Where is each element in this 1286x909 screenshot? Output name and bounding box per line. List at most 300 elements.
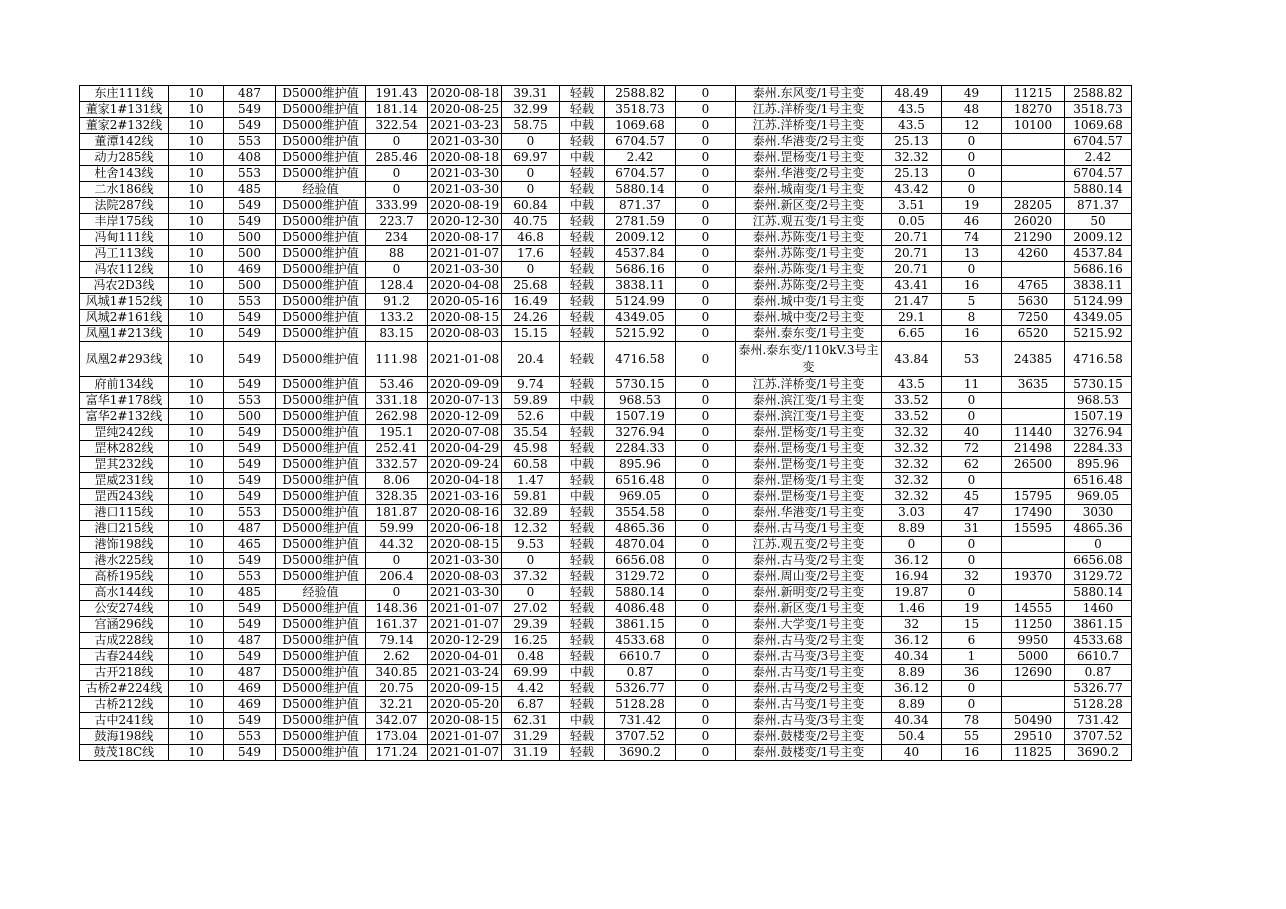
cell-max-current: 181.14 <box>366 102 428 118</box>
cell-load-rate: 32.89 <box>502 505 560 521</box>
cell-voltage: 10 <box>169 278 224 294</box>
cell-capacity <box>1002 553 1065 569</box>
cell-capacity: 19370 <box>1002 569 1065 585</box>
cell-user-count: 0 <box>942 473 1002 489</box>
table-body <box>80 86 1132 761</box>
cell-line-name: 高桥195线 <box>80 569 169 585</box>
cell-rated-current: 549 <box>224 198 276 214</box>
cell-source-type: D5000维护值 <box>276 198 366 214</box>
cell-load-rate: 4.42 <box>502 681 560 697</box>
cell-available-capacity: 5880.14 <box>1065 585 1132 601</box>
cell-voltage: 10 <box>169 377 224 393</box>
cell-available-capacity: 5215.92 <box>1065 326 1132 342</box>
cell-load-status: 轻载 <box>560 537 605 553</box>
table-row <box>80 310 1132 326</box>
cell-max-current: 8.06 <box>366 473 428 489</box>
cell-capacity: 14555 <box>1002 601 1065 617</box>
cell-source-type: D5000维护值 <box>276 441 366 457</box>
cell-voltage: 10 <box>169 102 224 118</box>
cell-available-capacity: 731.42 <box>1065 713 1132 729</box>
cell-line-name: 富华2#132线 <box>80 409 169 425</box>
cell-voltage: 10 <box>169 617 224 633</box>
cell-source-type: D5000维护值 <box>276 713 366 729</box>
cell-transformer-load: 32.32 <box>882 425 942 441</box>
cell-spare-capacity: 6704.57 <box>605 166 676 182</box>
cell-load-rate: 9.74 <box>502 377 560 393</box>
cell-rated-current: 487 <box>224 521 276 537</box>
cell-substation: 泰州.苏陈变/1号主变 <box>736 230 882 246</box>
cell-transformer-load: 32.32 <box>882 150 942 166</box>
cell-load-rate: 20.4 <box>502 342 560 377</box>
cell-capacity <box>1002 537 1065 553</box>
cell-line-name: 罡西243线 <box>80 489 169 505</box>
table-row <box>80 230 1132 246</box>
cell-peak-date: 2021-03-24 <box>428 665 502 681</box>
cell-substation: 泰州.新区变/1号主变 <box>736 601 882 617</box>
cell-col-zero: 0 <box>676 473 736 489</box>
cell-load-rate: 27.02 <box>502 601 560 617</box>
cell-voltage: 10 <box>169 569 224 585</box>
cell-substation: 江苏.洋桥变/1号主变 <box>736 102 882 118</box>
cell-transformer-load: 8.89 <box>882 665 942 681</box>
cell-substation: 泰州.城中变/2号主变 <box>736 310 882 326</box>
cell-voltage: 10 <box>169 134 224 150</box>
cell-spare-capacity: 4865.36 <box>605 521 676 537</box>
cell-col-zero: 0 <box>676 214 736 230</box>
cell-load-status: 中载 <box>560 393 605 409</box>
cell-source-type: D5000维护值 <box>276 633 366 649</box>
cell-max-current: 262.98 <box>366 409 428 425</box>
cell-available-capacity: 3861.15 <box>1065 617 1132 633</box>
cell-col-zero: 0 <box>676 697 736 713</box>
cell-line-name: 罡林282线 <box>80 441 169 457</box>
cell-peak-date: 2020-08-15 <box>428 537 502 553</box>
cell-available-capacity: 3276.94 <box>1065 425 1132 441</box>
cell-rated-current: 465 <box>224 537 276 553</box>
cell-capacity: 28205 <box>1002 198 1065 214</box>
cell-load-status: 中载 <box>560 489 605 505</box>
cell-rated-current: 549 <box>224 310 276 326</box>
cell-transformer-load: 33.52 <box>882 393 942 409</box>
cell-substation: 泰州.苏陈变/1号主变 <box>736 262 882 278</box>
cell-voltage: 10 <box>169 585 224 601</box>
cell-spare-capacity: 731.42 <box>605 713 676 729</box>
cell-user-count: 0 <box>942 166 1002 182</box>
cell-line-name: 古中241线 <box>80 713 169 729</box>
cell-source-type: D5000维护值 <box>276 102 366 118</box>
cell-max-current: 20.75 <box>366 681 428 697</box>
cell-load-rate: 9.53 <box>502 537 560 553</box>
cell-transformer-load: 43.5 <box>882 377 942 393</box>
cell-available-capacity: 3129.72 <box>1065 569 1132 585</box>
cell-line-name: 凤凰2#293线 <box>80 342 169 377</box>
cell-col-zero: 0 <box>676 745 736 761</box>
cell-line-name: 古桥212线 <box>80 697 169 713</box>
cell-col-zero: 0 <box>676 342 736 377</box>
cell-user-count: 1 <box>942 649 1002 665</box>
cell-transformer-load: 20.71 <box>882 262 942 278</box>
table-row <box>80 377 1132 393</box>
cell-source-type: D5000维护值 <box>276 537 366 553</box>
cell-max-current: 285.46 <box>366 150 428 166</box>
cell-load-rate: 60.84 <box>502 198 560 214</box>
cell-col-zero: 0 <box>676 649 736 665</box>
cell-max-current: 0 <box>366 585 428 601</box>
cell-user-count: 0 <box>942 537 1002 553</box>
cell-col-zero: 0 <box>676 633 736 649</box>
cell-voltage: 10 <box>169 118 224 134</box>
cell-spare-capacity: 3518.73 <box>605 102 676 118</box>
cell-load-rate: 37.32 <box>502 569 560 585</box>
cell-source-type: D5000维护值 <box>276 262 366 278</box>
cell-user-count: 53 <box>942 342 1002 377</box>
cell-transformer-load: 0.05 <box>882 214 942 230</box>
cell-load-status: 轻载 <box>560 326 605 342</box>
cell-peak-date: 2020-08-03 <box>428 326 502 342</box>
cell-transformer-load: 20.71 <box>882 230 942 246</box>
cell-voltage: 10 <box>169 633 224 649</box>
cell-rated-current: 549 <box>224 118 276 134</box>
cell-transformer-load: 40.34 <box>882 713 942 729</box>
cell-rated-current: 487 <box>224 86 276 102</box>
cell-capacity: 24385 <box>1002 342 1065 377</box>
cell-source-type: D5000维护值 <box>276 521 366 537</box>
cell-line-name: 富华1#178线 <box>80 393 169 409</box>
cell-rated-current: 553 <box>224 134 276 150</box>
cell-max-current: 53.46 <box>366 377 428 393</box>
cell-available-capacity: 895.96 <box>1065 457 1132 473</box>
cell-capacity: 21290 <box>1002 230 1065 246</box>
cell-substation: 泰州.罡杨变/1号主变 <box>736 425 882 441</box>
cell-col-zero: 0 <box>676 262 736 278</box>
cell-capacity: 21498 <box>1002 441 1065 457</box>
cell-line-name: 董家2#132线 <box>80 118 169 134</box>
cell-transformer-load: 21.47 <box>882 294 942 310</box>
cell-transformer-load: 25.13 <box>882 134 942 150</box>
cell-peak-date: 2021-01-07 <box>428 601 502 617</box>
cell-rated-current: 487 <box>224 633 276 649</box>
cell-transformer-load: 43.41 <box>882 278 942 294</box>
cell-substation: 泰州.古马变/1号主变 <box>736 665 882 681</box>
cell-substation: 泰州.泰东变/1号主变 <box>736 326 882 342</box>
cell-transformer-load: 43.5 <box>882 102 942 118</box>
cell-available-capacity: 3838.11 <box>1065 278 1132 294</box>
cell-rated-current: 485 <box>224 585 276 601</box>
cell-line-name: 杜舍143线 <box>80 166 169 182</box>
cell-load-rate: 1.47 <box>502 473 560 489</box>
cell-source-type: D5000维护值 <box>276 729 366 745</box>
cell-load-rate: 16.25 <box>502 633 560 649</box>
cell-load-status: 轻载 <box>560 745 605 761</box>
cell-user-count: 36 <box>942 665 1002 681</box>
cell-available-capacity: 2.42 <box>1065 150 1132 166</box>
cell-source-type: 经验值 <box>276 585 366 601</box>
cell-source-type: D5000维护值 <box>276 86 366 102</box>
cell-load-status: 轻载 <box>560 182 605 198</box>
cell-load-status: 轻载 <box>560 585 605 601</box>
cell-source-type: D5000维护值 <box>276 393 366 409</box>
cell-available-capacity: 5730.15 <box>1065 377 1132 393</box>
cell-spare-capacity: 3838.11 <box>605 278 676 294</box>
cell-user-count: 31 <box>942 521 1002 537</box>
cell-substation: 泰州.华港变/2号主变 <box>736 134 882 150</box>
cell-spare-capacity: 0.87 <box>605 665 676 681</box>
table-row <box>80 150 1132 166</box>
cell-available-capacity: 50 <box>1065 214 1132 230</box>
cell-load-status: 轻载 <box>560 649 605 665</box>
cell-peak-date: 2020-08-15 <box>428 713 502 729</box>
cell-col-zero: 0 <box>676 310 736 326</box>
cell-user-count: 62 <box>942 457 1002 473</box>
cell-source-type: D5000维护值 <box>276 665 366 681</box>
cell-load-status: 轻载 <box>560 342 605 377</box>
cell-spare-capacity: 5880.14 <box>605 182 676 198</box>
data-table <box>79 85 1132 761</box>
cell-user-count: 0 <box>942 553 1002 569</box>
cell-substation: 泰州.鼓楼变/2号主变 <box>736 729 882 745</box>
cell-max-current: 83.15 <box>366 326 428 342</box>
cell-source-type: D5000维护值 <box>276 166 366 182</box>
cell-available-capacity: 5326.77 <box>1065 681 1132 697</box>
cell-load-status: 轻载 <box>560 310 605 326</box>
cell-voltage: 10 <box>169 166 224 182</box>
table-row <box>80 521 1132 537</box>
cell-voltage: 10 <box>169 86 224 102</box>
cell-spare-capacity: 871.37 <box>605 198 676 214</box>
cell-voltage: 10 <box>169 649 224 665</box>
cell-load-status: 轻载 <box>560 425 605 441</box>
cell-transformer-load: 32.32 <box>882 441 942 457</box>
table-row <box>80 86 1132 102</box>
cell-transformer-load: 43.42 <box>882 182 942 198</box>
cell-source-type: 经验值 <box>276 182 366 198</box>
cell-load-rate: 59.81 <box>502 489 560 505</box>
cell-spare-capacity: 4533.68 <box>605 633 676 649</box>
cell-peak-date: 2020-07-13 <box>428 393 502 409</box>
cell-spare-capacity: 5730.15 <box>605 377 676 393</box>
cell-line-name: 古成228线 <box>80 633 169 649</box>
cell-source-type: D5000维护值 <box>276 681 366 697</box>
cell-user-count: 55 <box>942 729 1002 745</box>
cell-available-capacity: 6656.08 <box>1065 553 1132 569</box>
cell-load-rate: 31.29 <box>502 729 560 745</box>
table-row <box>80 617 1132 633</box>
cell-user-count: 19 <box>942 198 1002 214</box>
table-row <box>80 342 1132 377</box>
cell-capacity: 6520 <box>1002 326 1065 342</box>
cell-max-current: 148.36 <box>366 601 428 617</box>
cell-max-current: 128.4 <box>366 278 428 294</box>
cell-transformer-load: 36.12 <box>882 553 942 569</box>
cell-rated-current: 549 <box>224 745 276 761</box>
cell-user-count: 74 <box>942 230 1002 246</box>
cell-rated-current: 553 <box>224 166 276 182</box>
cell-transformer-load: 1.46 <box>882 601 942 617</box>
cell-source-type: D5000维护值 <box>276 425 366 441</box>
cell-user-count: 32 <box>942 569 1002 585</box>
cell-max-current: 191.43 <box>366 86 428 102</box>
cell-available-capacity: 4716.58 <box>1065 342 1132 377</box>
cell-capacity: 4260 <box>1002 246 1065 262</box>
cell-substation: 泰州.城中变/1号主变 <box>736 294 882 310</box>
cell-voltage: 10 <box>169 665 224 681</box>
cell-spare-capacity: 6656.08 <box>605 553 676 569</box>
cell-line-name: 冯农2D3线 <box>80 278 169 294</box>
cell-peak-date: 2020-12-30 <box>428 214 502 230</box>
cell-user-count: 19 <box>942 601 1002 617</box>
cell-capacity: 11440 <box>1002 425 1065 441</box>
cell-transformer-load: 43.84 <box>882 342 942 377</box>
cell-substation: 泰州.周山变/2号主变 <box>736 569 882 585</box>
cell-source-type: D5000维护值 <box>276 745 366 761</box>
cell-load-status: 轻载 <box>560 278 605 294</box>
cell-max-current: 206.4 <box>366 569 428 585</box>
cell-user-count: 15 <box>942 617 1002 633</box>
cell-line-name: 罡威231线 <box>80 473 169 489</box>
cell-voltage: 10 <box>169 342 224 377</box>
cell-available-capacity: 1460 <box>1065 601 1132 617</box>
cell-available-capacity: 3030 <box>1065 505 1132 521</box>
cell-spare-capacity: 3690.2 <box>605 745 676 761</box>
cell-peak-date: 2021-03-16 <box>428 489 502 505</box>
cell-load-status: 中载 <box>560 118 605 134</box>
cell-user-count: 0 <box>942 150 1002 166</box>
cell-spare-capacity: 4716.58 <box>605 342 676 377</box>
cell-line-name: 罡其232线 <box>80 457 169 473</box>
cell-max-current: 32.21 <box>366 697 428 713</box>
cell-col-zero: 0 <box>676 86 736 102</box>
table-row <box>80 182 1132 198</box>
table-row <box>80 553 1132 569</box>
cell-substation: 泰州.华港变/2号主变 <box>736 166 882 182</box>
cell-source-type: D5000维护值 <box>276 214 366 230</box>
cell-available-capacity: 0 <box>1065 537 1132 553</box>
cell-voltage: 10 <box>169 521 224 537</box>
cell-available-capacity: 6610.7 <box>1065 649 1132 665</box>
cell-line-name: 罡纯242线 <box>80 425 169 441</box>
cell-transformer-load: 32.32 <box>882 489 942 505</box>
cell-peak-date: 2020-09-09 <box>428 377 502 393</box>
table-row <box>80 473 1132 489</box>
cell-capacity <box>1002 262 1065 278</box>
cell-substation: 泰州.新区变/2号主变 <box>736 198 882 214</box>
cell-peak-date: 2021-03-23 <box>428 118 502 134</box>
cell-voltage: 10 <box>169 713 224 729</box>
cell-spare-capacity: 2.42 <box>605 150 676 166</box>
cell-rated-current: 549 <box>224 441 276 457</box>
cell-peak-date: 2021-01-07 <box>428 745 502 761</box>
cell-load-status: 轻载 <box>560 697 605 713</box>
cell-capacity <box>1002 166 1065 182</box>
cell-substation: 泰州.苏陈变/2号主变 <box>736 278 882 294</box>
cell-substation: 泰州.罡杨变/1号主变 <box>736 473 882 489</box>
cell-load-rate: 40.75 <box>502 214 560 230</box>
cell-peak-date: 2021-03-30 <box>428 134 502 150</box>
cell-capacity: 11250 <box>1002 617 1065 633</box>
table-row <box>80 505 1132 521</box>
cell-available-capacity: 1069.68 <box>1065 118 1132 134</box>
cell-transformer-load: 6.65 <box>882 326 942 342</box>
cell-user-count: 0 <box>942 134 1002 150</box>
cell-load-status: 轻载 <box>560 553 605 569</box>
cell-substation: 泰州.古马变/2号主变 <box>736 633 882 649</box>
table-row <box>80 262 1132 278</box>
cell-source-type: D5000维护值 <box>276 489 366 505</box>
cell-source-type: D5000维护值 <box>276 246 366 262</box>
table-row <box>80 649 1132 665</box>
cell-line-name: 鼓茂18C线 <box>80 745 169 761</box>
cell-source-type: D5000维护值 <box>276 553 366 569</box>
cell-line-name: 港饰198线 <box>80 537 169 553</box>
cell-spare-capacity: 5124.99 <box>605 294 676 310</box>
cell-peak-date: 2020-06-18 <box>428 521 502 537</box>
cell-load-status: 轻载 <box>560 214 605 230</box>
cell-rated-current: 469 <box>224 697 276 713</box>
table-row <box>80 713 1132 729</box>
cell-rated-current: 549 <box>224 617 276 633</box>
cell-col-zero: 0 <box>676 246 736 262</box>
cell-voltage: 10 <box>169 198 224 214</box>
cell-max-current: 0 <box>366 134 428 150</box>
cell-source-type: D5000维护值 <box>276 150 366 166</box>
cell-rated-current: 549 <box>224 489 276 505</box>
cell-spare-capacity: 4349.05 <box>605 310 676 326</box>
cell-transformer-load: 20.71 <box>882 246 942 262</box>
cell-rated-current: 549 <box>224 214 276 230</box>
cell-capacity: 5000 <box>1002 649 1065 665</box>
cell-capacity: 11825 <box>1002 745 1065 761</box>
cell-max-current: 252.41 <box>366 441 428 457</box>
cell-source-type: D5000维护值 <box>276 569 366 585</box>
cell-voltage: 10 <box>169 214 224 230</box>
cell-load-status: 轻载 <box>560 441 605 457</box>
cell-available-capacity: 2284.33 <box>1065 441 1132 457</box>
cell-load-status: 轻载 <box>560 262 605 278</box>
table-row <box>80 166 1132 182</box>
cell-rated-current: 549 <box>224 342 276 377</box>
cell-voltage: 10 <box>169 150 224 166</box>
table-row <box>80 102 1132 118</box>
table-row <box>80 134 1132 150</box>
cell-col-zero: 0 <box>676 377 736 393</box>
cell-load-status: 轻载 <box>560 729 605 745</box>
cell-capacity: 15595 <box>1002 521 1065 537</box>
cell-capacity <box>1002 585 1065 601</box>
cell-user-count: 78 <box>942 713 1002 729</box>
cell-capacity: 18270 <box>1002 102 1065 118</box>
cell-transformer-load: 36.12 <box>882 633 942 649</box>
cell-capacity <box>1002 182 1065 198</box>
cell-load-status: 中载 <box>560 713 605 729</box>
cell-peak-date: 2021-01-07 <box>428 617 502 633</box>
cell-peak-date: 2021-03-30 <box>428 262 502 278</box>
cell-source-type: D5000维护值 <box>276 617 366 633</box>
cell-col-zero: 0 <box>676 537 736 553</box>
cell-transformer-load: 50.4 <box>882 729 942 745</box>
cell-spare-capacity: 3707.52 <box>605 729 676 745</box>
cell-rated-current: 500 <box>224 246 276 262</box>
cell-max-current: 173.04 <box>366 729 428 745</box>
cell-capacity <box>1002 473 1065 489</box>
cell-col-zero: 0 <box>676 521 736 537</box>
cell-load-status: 轻载 <box>560 246 605 262</box>
cell-source-type: D5000维护值 <box>276 505 366 521</box>
table-row <box>80 425 1132 441</box>
cell-col-zero: 0 <box>676 713 736 729</box>
cell-spare-capacity: 4537.84 <box>605 246 676 262</box>
cell-peak-date: 2021-03-30 <box>428 585 502 601</box>
cell-peak-date: 2020-08-16 <box>428 505 502 521</box>
